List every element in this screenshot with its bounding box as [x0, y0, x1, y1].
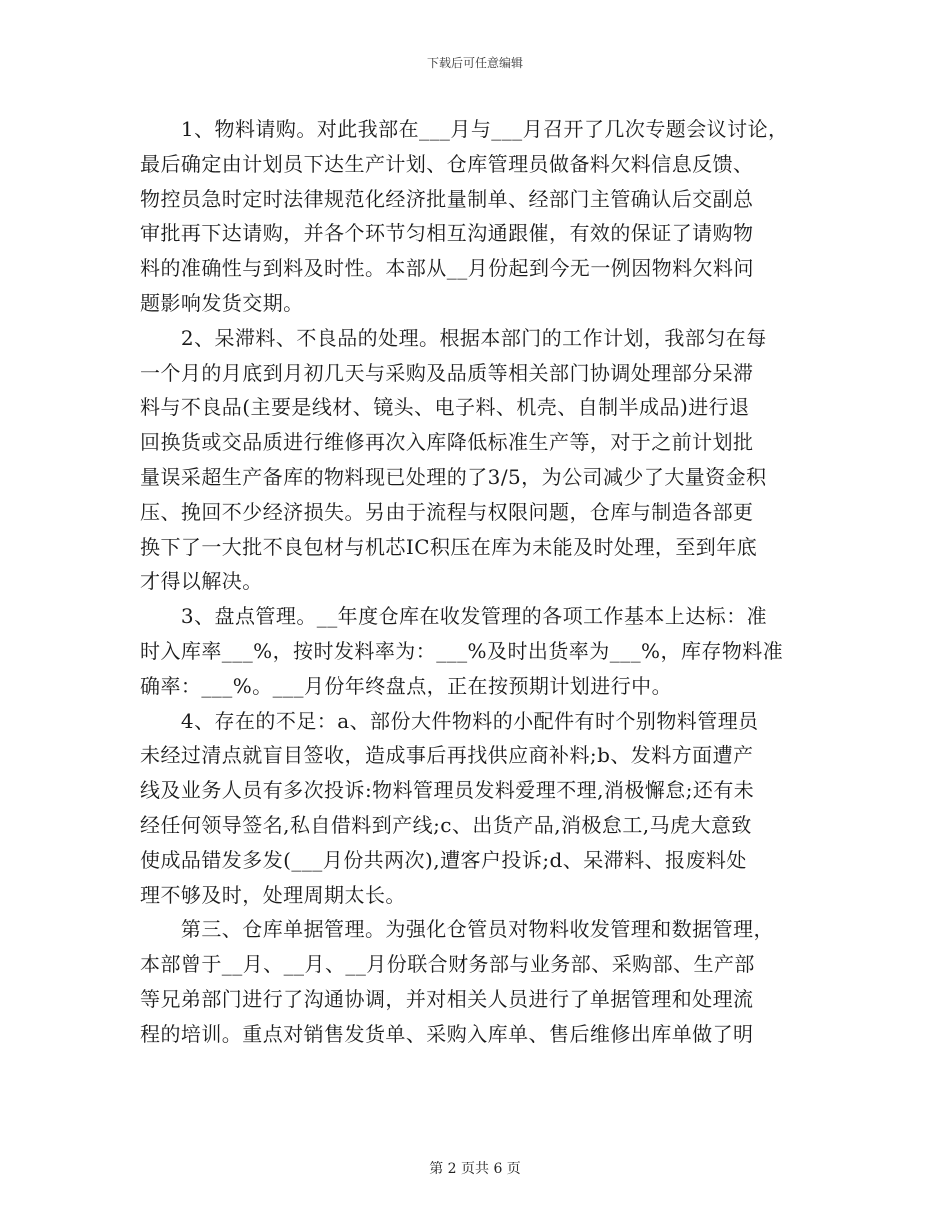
text-line: 程的培训。重点对销售发货单、采购入库单、售后维修出库单做了明 — [140, 1021, 754, 1046]
text-line: 未经过清点就盲目签收，造成事后再找供应商补料;b、发料方面遭产 — [140, 743, 754, 768]
page-header: 下载后可任意编辑 — [426, 56, 523, 70]
text-line: 一个月的月底到月初几天与采购及品质等相关部门协调处理部分呆滞 — [140, 360, 754, 385]
text-line: 线及业务人员有多次投诉:物料管理员发料爱理不理,消极懈怠;还有未 — [140, 778, 755, 803]
text-line: 时入库率___%，按时发料率为：___%及时出货率为___%，库存物料准 — [140, 638, 784, 663]
text-line: 才得以解决。 — [140, 569, 263, 594]
text-line: 料的准确性与到料及时性。本部从__月份起到今无一例因物料欠料问 — [140, 256, 754, 281]
text-line: 第三、仓库单据管理。为强化仓管员对物料收发管理和数据管理， — [140, 917, 774, 942]
text-line: 等兄弟部门进行了沟通协调，并对相关人员进行了单据管理和处理流 — [140, 986, 754, 1011]
text-line: 回换货或交品质进行维修再次入库降低标准生产等，对于之前计划批 — [140, 430, 754, 455]
text-line: 最后确定由计划员下达生产计划、仓库管理员做备料欠料信息反馈、 — [140, 151, 754, 176]
text-line: 2、呆滞料、不良品的处理。根据本部门的工作计划，我部匀在每 — [140, 325, 767, 350]
text-line: 使成品错发多发(___月份共两次),遭客户投诉;d、呆滞料、报废料处 — [140, 847, 747, 872]
text-line: 3、盘点管理。__年度仓库在收发管理的各项工作基本上达标：准 — [140, 604, 768, 629]
text-line: 确率：___%。___月份年终盘点，正在按预期计划进行中。 — [140, 673, 673, 698]
text-line: 4、存在的不足：a、部份大件物料的小配件有时个别物料管理员 — [140, 708, 759, 733]
text-line: 物控员急时定时法律规范化经济批量制单、经部门主管确认后交副总 — [140, 186, 754, 211]
text-line: 理不够及时，处理周期太长。 — [140, 882, 406, 907]
text-line: 题影响发货交期。 — [140, 290, 304, 315]
text-line: 本部曾于__月、__月、__月份联合财务部与业务部、采购部、生产部 — [140, 952, 755, 977]
page-number: 第 2 页共 6 页 — [429, 1161, 521, 1177]
text-line: 审批再下达请购，并各个环节匀相互沟通跟催，有效的保证了请购物 — [140, 221, 754, 246]
text-line: 经任何领导签名,私自借料到产线;c、出货产品,消极怠工,马虎大意致 — [140, 812, 752, 837]
text-line: 1、物料请购。对此我部在___月与___月召开了几次专题会议讨论， — [140, 117, 789, 141]
text-line: 料与不良品(主要是线材、镜头、电子料、机壳、自制半成品)进行退 — [140, 395, 750, 420]
text-line: 压、挽回不少经济损失。另由于流程与权限问题，仓库与制造各部更 — [140, 499, 754, 524]
text-line: 量误采超生产备库的物料现已处理的了3/5，为公司减少了大量资金积 — [140, 464, 767, 489]
document-body — [140, 112, 810, 1052]
text-line: 换下了一大批不良包材与机芯IC积压在库为未能及时处理，至到年底 — [140, 534, 758, 559]
